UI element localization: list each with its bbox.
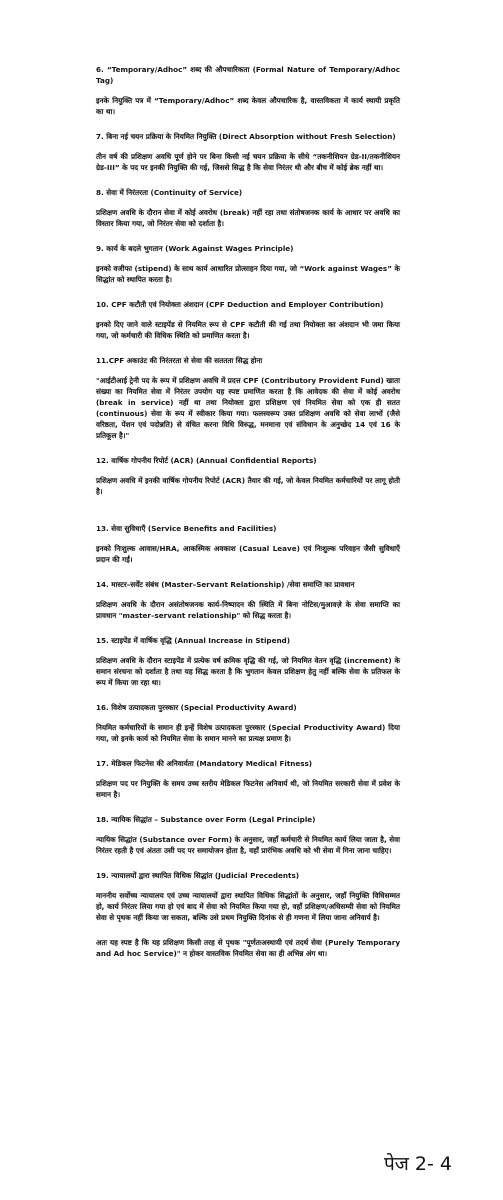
section-14 xyxy=(96,579,400,621)
section-paragraph: प्रशिक्षण अवधि के दौरान सेवा में कोई अवरोध (break) नहीं रहा तथा संतोषजनक कार्य के आधार पर अवधि का विस्तार किया गया, जो निरंतर सेवा को दर्शाता है। xyxy=(96,208,400,228)
document-body xyxy=(96,64,400,973)
section-paragraph: न्यायिक सिद्धांत (Substance over Form) के अनुसार, जहाँ कर्मचारी से नियमित कार्य लिया जाता है, सेवा निरंतर रहती है एवं अंततः उसी पद पर समायोजन होता है, वहाँ प्रारंभिक अवधि को भी सेवा में गिना जाना चाहिए। xyxy=(96,835,400,855)
section-13 xyxy=(96,523,400,565)
section-heading: 7. बिना नई चयन प्रक्रिया के नियमित नियुक्ति (Direct Absorption without Fresh Selection) xyxy=(96,132,396,141)
section-paragraph: प्रशिक्षण अवधि के दौरान स्टाइपेंड में प्रत्येक वर्ष क्रमिक वृद्धि की गई, जो नियमित वेतन वृद्धि (increment) के समान संरचना को दर्शाता है तथा यह सिद्ध करता है कि भुगतान केवल प्रशिक्षण हेतु नहीं बल्कि सेवा के प्रतिफल के रूप में किया जा रहा था। xyxy=(96,656,400,687)
section-16 xyxy=(96,702,400,744)
section-heading: 13. सेवा सुविधाएँ (Service Benefits and Facilities) xyxy=(96,524,277,533)
section-10 xyxy=(96,299,400,341)
section-11 xyxy=(96,355,400,441)
section-17 xyxy=(96,758,400,800)
section-18 xyxy=(96,814,400,856)
section-8 xyxy=(96,187,400,229)
section-paragraph: अतः यह स्पष्ट है कि यह प्रशिक्षण किसी तरह से पृथक "पूर्णतःअस्थायी एवं तदर्थ सेवा (Purely Temporary and Ad hoc Service)" न होकर वास्तविक नियमित सेवा का ही अभिन्न अंग था। xyxy=(96,938,400,958)
section-15 xyxy=(96,635,400,688)
section-paragraph: इनके नियुक्ति पत्र में “Temporary/Adhoc” शब्द केवल औपचारिक है, वास्तविकता में कार्य स्थायी प्रकृति का था। xyxy=(96,96,400,116)
section-12 xyxy=(96,455,400,523)
section-paragraph: प्रशिक्षण अवधि के दौरान असंतोषजनक कार्य-निष्पादन की स्थिति में बिना नोटिस/मुआवज़े के सेवा समाप्ति का प्रावधान "master–servant relationship" को सिद्ध करता है। xyxy=(96,600,400,620)
section-heading: 15. स्टाइपेंड में वार्षिक वृद्धि (Annual Increase in Stipend) xyxy=(96,636,290,645)
page-number: पेज 2- 4 xyxy=(384,1153,453,1175)
section-heading: 17. मेडिकल फिटनेस की अनिवार्यता (Mandatory Medical Fitness) xyxy=(96,759,313,768)
section-paragraph: इनको वजीफा (stipend) के साथ कार्य आधारित प्रोत्साहन दिया गया, जो “Work against Wages” के सिद्धांत को स्थापित करता है। xyxy=(96,264,400,284)
section-9 xyxy=(96,243,400,285)
section-paragraph: माननीय सर्वोच्च न्यायालय एवं उच्च न्यायालयों द्वारा स्थापित विधिक सिद्धांतों के अनुसार, जहाँ नियुक्ति विधिसम्मत हो, कार्य निरंतर लिया गया हो एवं बाद में सेवा को नियमित किया गया हो, वहाँ प्रशिक्षण/अधिसम्यी सेवा को नियमित सेवा से पृथक नहीं किया जा सकता, बल्कि उसे प्रथम नियुक्ति दिनांक से ही गणना में लिया जाना अनिवार्य है। xyxy=(96,891,400,922)
section-heading: 18. न्यायिक सिद्धांत – Substance over Form (Legal Principle) xyxy=(96,815,316,824)
section-paragraph: इनको निःशुल्क आवास/HRA, आकस्मिक अवकाश (Casual Leave) एवं निःशुल्क परिवहन जैसी सुविधाएँ प्रदान की गईं। xyxy=(96,544,400,564)
section-heading: 11.CPF अकाउंट की निरंतरता से सेवा की सततता सिद्ध होना xyxy=(96,356,263,365)
section-heading: 8. सेवा में निरंतरता (Continuity of Service) xyxy=(96,188,243,197)
section-paragraph: प्रशिक्षण अवधि में इनकी वार्षिक गोपनीय रिपोर्ट (ACR) तैयार की गई, जो केवल नियमित कर्मचारियों पर लागू होती है। xyxy=(96,476,400,496)
section-paragraph: नियमित कर्मचारियों के समान ही इन्हें विशेष उत्पादकता पुरस्कार (Special Productivity Award) दिया गया, जो इनके कार्य को नियमित सेवा के समान मानने का प्रत्यक्ष प्रमाण है। xyxy=(96,723,400,743)
section-heading: 12. वार्षिक गोपनीय रिपोर्ट (ACR) (Annual Confidential Reports) xyxy=(96,456,317,465)
section-spacer xyxy=(96,511,400,523)
section-heading: 19. न्यायालयों द्वारा स्थापित विधिक सिद्धांत (Judicial Precedents) xyxy=(96,871,300,880)
section-paragraph: "आईटीआई ट्रेनी पद के रूप में प्रशिक्षण अवधि में प्रदत्त CPF (Contributory Provident Fund) खाता संख्या का नियमित सेवा में निरंतर उपयोग यह स्पष्ट प्रमाणित करता है कि आवेदक की सेवा में कोई अवरोध (break in service) नहीं था तथा नियोक्ता द्वारा प्रशिक्षण एवं नियमित सेवा को एक ही सतत (continuous) सेवा के रूप में स्वीकार किया गया। फलस्वरूप उक्त प्रशिक्षण अवधि को सेवा लाभों (जैसे वरिष्ठता, पेंशन एवं पदोन्नति) से वंचित करना विधि विरुद्ध, मनमाना एवं संविधान के अनुच्छेद 14 एवं 16 के प्रतिकूल है।" xyxy=(96,376,400,440)
section-19 xyxy=(96,870,400,959)
section-paragraph: प्रशिक्षण पद पर नियुक्ति के समय उच्च स्तरीय मेडिकल फिटनेस अनिवार्य थी, जो नियमित सरकारी सेवा में प्रवेश के समान है। xyxy=(96,779,400,799)
section-paragraph: इनको दिए जाने वाले स्टाइपेंड से नियमित रूप से CPF कटौती की गई तथा नियोक्ता का अंशदान भी जमा किया गया, जो कर्मचारी की विधिक स्थिति को प्रमाणित करता है। xyxy=(96,320,400,340)
section-paragraph: तीन वर्ष की प्रशिक्षण अवधि पूर्ण होने पर बिना किसी नई चयन प्रक्रिया के सीधे “तकनीशियन ग्रेड-II/तकनीशियन ग्रेड-III” के पद पर इनकी नियुक्ति की गई, जिससे सिद्ध है कि सेवा निरंतर थी और बीच में कोई ब्रेक नहीं था। xyxy=(96,152,400,172)
section-heading: 10. CPF कटौती एवं नियोक्ता अंशदान (CPF Deduction and Employer Contribution) xyxy=(96,300,384,309)
section-6 xyxy=(96,64,400,117)
section-heading: 16. विशेष उत्पादकता पुरस्कार (Special Productivity Award) xyxy=(96,703,297,712)
section-7 xyxy=(96,131,400,173)
section-heading: 9. कार्य के बदले भुगतान (Work Against Wages Principle) xyxy=(96,244,294,253)
section-heading: 14. मास्टर–सर्वेंट संबंध (Master–Servant Relationship) /सेवा समाप्ति का प्रावधान xyxy=(96,580,355,589)
section-heading: 6. “Temporary/Adhoc” शब्द की औपचारिकता (Formal Nature of Temporary/Adhoc Tag) xyxy=(96,65,400,85)
